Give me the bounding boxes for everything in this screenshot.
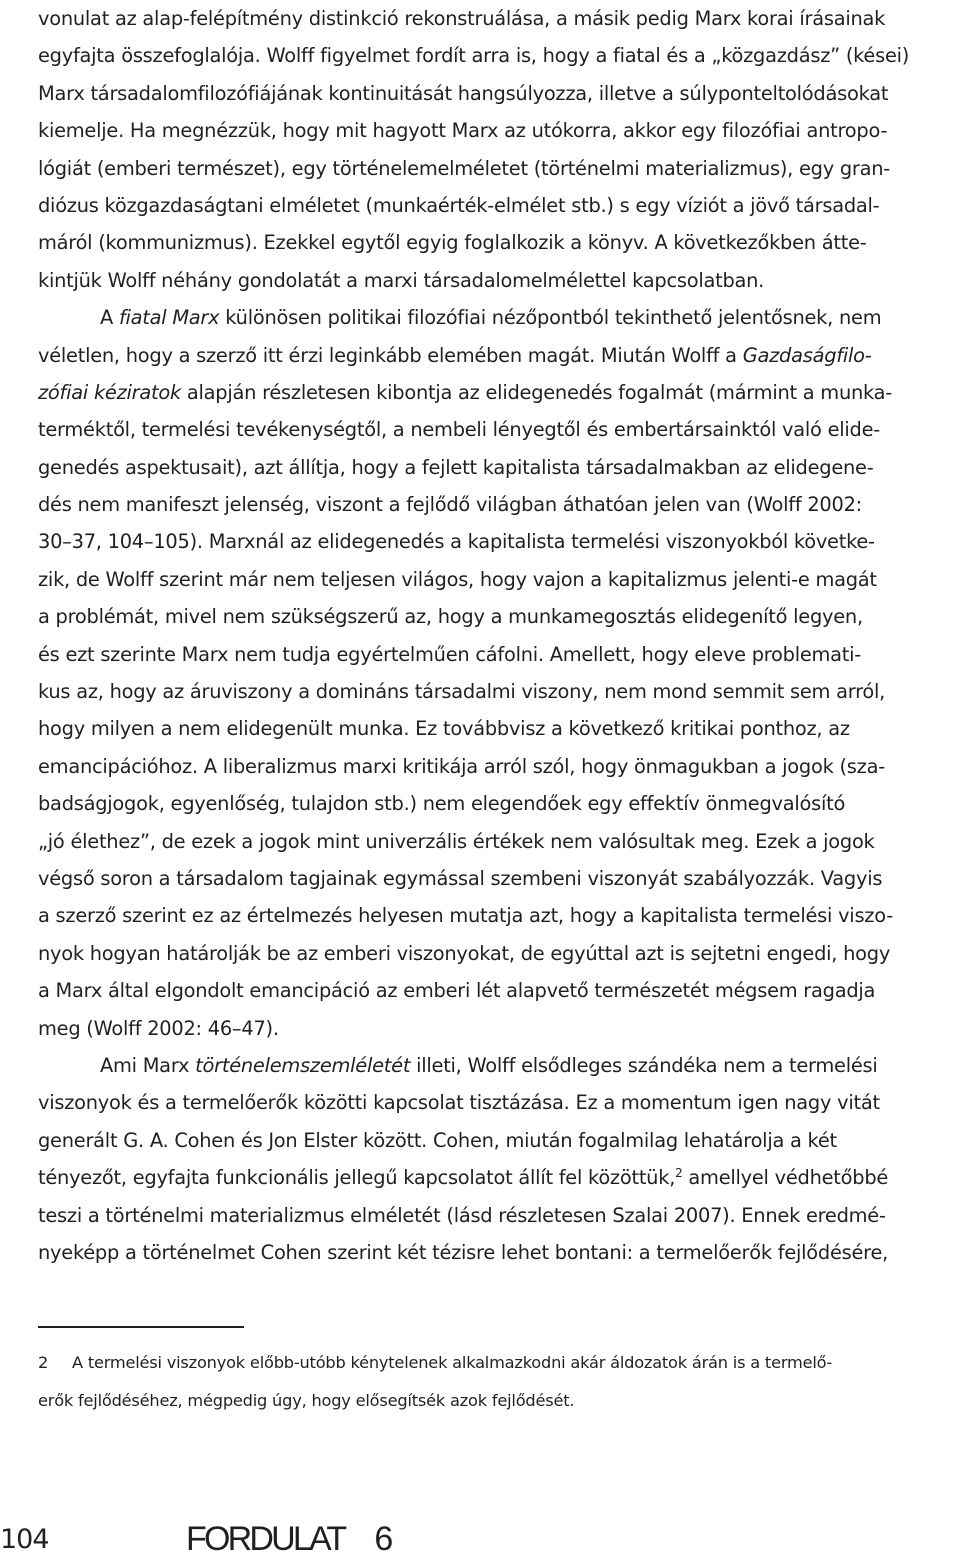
text-line <box>38 337 958 374</box>
text-line <box>38 1122 958 1159</box>
text-run: viszonyok és a termelőerők közötti kapcsolat tisztázása. Ez a momentum igen nagy vitát <box>38 1091 880 1115</box>
text-run: máról (kommunizmus). Ezekkel egytől egyig foglalkozik a könyv. A következőkben átte- <box>38 231 867 255</box>
footnote-text: erők fejlődéséhez, mégpedig úgy, hogy elősegítsék azok fejlődését. <box>38 1391 575 1410</box>
text-line <box>38 187 958 224</box>
text-run: egyfajta összefoglalója. Wolff figyelmet fordít arra is, hogy a fiatal és a „közgazdász” (kései) <box>38 44 910 68</box>
paragraph <box>38 1047 958 1271</box>
text-run: zik, de Wolff szerint már nem teljesen világos, hogy vajon a kapitalizmus jelenti-e magát <box>38 567 877 591</box>
text-run: generált G. A. Cohen és Jon Elster között. Cohen, miután fogalmilag lehatárolja a két <box>38 1128 837 1152</box>
main-text <box>38 0 958 1271</box>
text-run: lógiát (emberi természet), egy történelemelméletet (történelmi materializmus), egy gran- <box>38 156 891 180</box>
text-line <box>38 523 958 560</box>
text-line <box>38 0 958 37</box>
text-run: diózus közgazdaságtani elméletet (munkaérték-elmélet stb.) s egy víziót a jövő társadal- <box>38 193 880 217</box>
text-line <box>38 262 958 299</box>
text-line <box>38 374 958 411</box>
text-line <box>38 598 958 635</box>
page-footer <box>0 1518 400 1558</box>
text-line <box>38 935 958 972</box>
text-run: nyok hogyan határolják be az emberi viszonyokat, de egyúttal azt is sejtetni engedi, hogy <box>38 941 891 965</box>
footnote <box>38 1344 958 1420</box>
text-run: illeti, Wolff elsődleges szándéka nem a termelési <box>410 1053 878 1077</box>
text-run: vonulat az alap-felépítmény distinkció rekonstruálása, a másik pedig Marx korai írásainak <box>38 7 886 30</box>
italic-text: Gazdaságfilo- <box>742 343 872 367</box>
text-run: badságjogok, egyenlőség, tulajdon stb.) nem elegendőek egy effektív önmegvalósító <box>38 792 846 816</box>
text-run: véletlen, hogy a szerző itt érzi leginkább elemében magát. Miután Wolff a <box>38 343 743 367</box>
text-run: különösen politikai filozófiai nézőpontból tekinthető jelentősnek, nem <box>219 306 882 330</box>
footnote-line <box>38 1344 958 1382</box>
text-line <box>38 486 958 523</box>
footnote-text: A termelési viszonyok előbb-utóbb kénytelenek alkalmazkodni akár áldozatok árán is a termelő- <box>72 1353 832 1372</box>
text-line <box>38 1197 958 1234</box>
text-run: és ezt szerinte Marx nem tudja egyértelműen cáfolni. Amellett, hogy eleve problemati- <box>38 642 862 666</box>
text-run: hogy milyen a nem elidegenült munka. Ez továbbvisz a következő kritikai ponthoz, az <box>38 717 850 741</box>
text-line <box>38 1010 958 1047</box>
text-run: kiemelje. Ha megnézzük, hogy mit hagyott Marx az utókorra, akkor egy filozófiai antropo- <box>38 119 888 143</box>
text-line <box>38 710 958 747</box>
text-run: végső soron a társadalom tagjainak egymással szembeni viszonyát szabályozzák. Vagyis <box>38 866 883 890</box>
text-line <box>38 449 958 486</box>
text-line <box>38 1084 958 1121</box>
page-number: 104 <box>0 1524 49 1555</box>
italic-text: fiatal Marx <box>118 306 220 330</box>
text-line <box>38 299 958 336</box>
text-line <box>38 748 958 785</box>
text-run: a problémát, mivel nem szükségszerű az, hogy a munkamegosztás elidegenítő legyen, <box>38 605 863 629</box>
text-run: kus az, hogy az áruviszony a domináns társadalmi viszony, nem mond semmit sem arról, <box>38 680 886 704</box>
journal-name <box>186 1520 393 1558</box>
text-line <box>38 75 958 112</box>
footnote-line <box>38 1382 958 1420</box>
paragraph <box>38 299 958 1047</box>
text-line <box>38 673 958 710</box>
text-line <box>38 224 958 261</box>
text-run: tényezőt, egyfajta funkcionális jellegű kapcsolatot állít fel közöttük, <box>38 1166 676 1190</box>
text-run: kintjük Wolff néhány gondolatát a marxi társadalomelmélettel kapcsolatban. <box>38 268 765 292</box>
text-run: a Marx által elgondolt emancipáció az emberi lét alapvető természetét mégsem ragadja <box>38 979 876 1003</box>
text-line <box>38 1234 958 1271</box>
paragraph <box>38 0 958 299</box>
text-line <box>38 823 958 860</box>
text-run: dés nem manifeszt jelenség, viszont a fejlődő világban áthatóan jelen van (Wolff 2002: <box>38 493 862 517</box>
text-line <box>38 897 958 934</box>
text-run: amellyel védhetőbbé <box>682 1166 889 1190</box>
text-line <box>38 112 958 149</box>
journal-issue: 6 <box>374 1520 394 1558</box>
italic-text: zófiai kéziratok <box>38 380 181 404</box>
text-run: nyeképp a történelmet Cohen szerint két tézisre lehet bontani: a termelőerők fejlődésére, <box>38 1240 889 1264</box>
text-run: Marx társadalomfilozófiájának kontinuitását hangsúlyozza, illetve a súlyponteltolódásokat <box>38 81 889 105</box>
text-line <box>38 860 958 897</box>
text-line <box>38 37 958 74</box>
text-run: alapján részletesen kibontja az elidegenedés fogalmát (mármint a munka- <box>180 380 893 404</box>
text-line <box>38 411 958 448</box>
text-run: teszi a történelmi materializmus elméletét (lásd részletesen Szalai 2007). Ennek eredmé- <box>38 1203 886 1227</box>
footnote-reference: 2 <box>675 1166 683 1181</box>
text-line <box>38 561 958 598</box>
text-line <box>38 150 958 187</box>
text-line <box>38 636 958 673</box>
footnote-separator <box>38 1326 244 1328</box>
journal-title: FORDULAT <box>186 1520 345 1558</box>
text-run: a szerző szerint ez az értelmezés helyesen mutatja azt, hogy a kapitalista termelési viszo- <box>38 904 893 928</box>
text-line <box>38 1047 958 1084</box>
text-run: genedés aspektusait), azt állítja, hogy a fejlett kapitalista társadalmakban az elidegene- <box>38 455 874 479</box>
italic-text: történelemszemléletét <box>195 1053 411 1077</box>
text-run: A <box>100 306 119 330</box>
footnote-number: 2 <box>38 1353 49 1372</box>
text-run: 30–37, 104–105). Marxnál az elidegenedés a kapitalista termelési viszonyokból követke- <box>38 530 875 554</box>
text-run: emancipációhoz. A liberalizmus marxi kritikája arról szól, hogy önmagukban a jogok (sza- <box>38 754 885 778</box>
text-run: „jó élethez”, de ezek a jogok mint univerzális értékek nem valósultak meg. Ezek a jogok <box>38 829 875 853</box>
text-run: Ami Marx <box>100 1053 196 1077</box>
text-line <box>38 785 958 822</box>
text-line <box>38 972 958 1009</box>
text-run: terméktől, termelési tevékenységtől, a nembeli lényegtől és embertársainktól való elide- <box>38 418 881 442</box>
text-run: meg (Wolff 2002: 46–47). <box>38 1016 279 1040</box>
text-line <box>38 1159 958 1196</box>
